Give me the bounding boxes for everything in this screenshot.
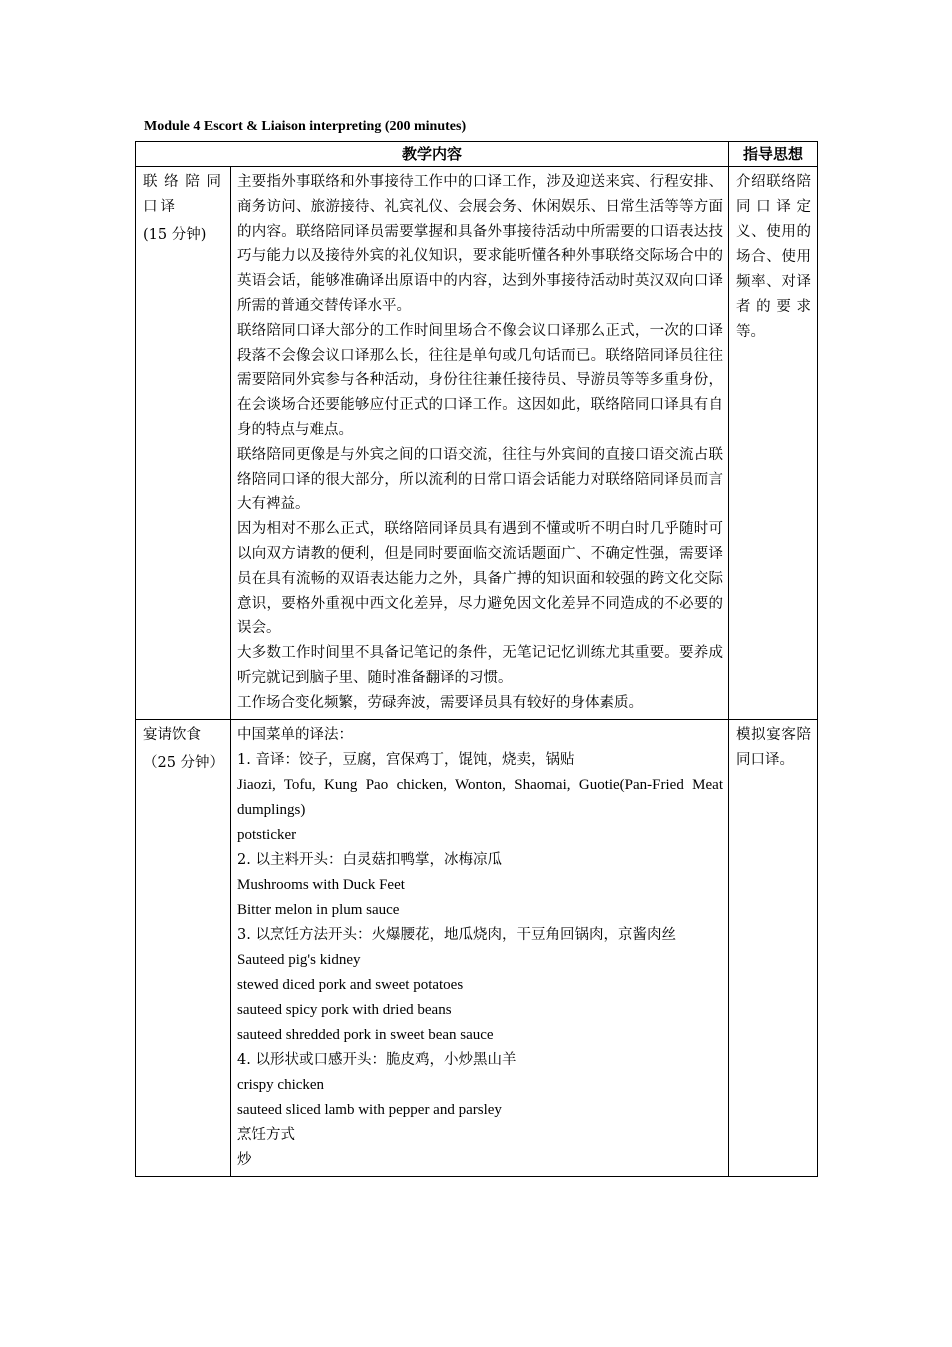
list-item: 炒 (237, 1151, 252, 1168)
paragraph: 因为相对不那么正式，联络陪同译员具有遇到不懂或听不明白时几乎随时可以向双方请教的便利，但是同时要面临交流话题面广、不确定性强，需要译员在具有流畅的双语表达能力之外，具备广搏的知识面和较强的跨文化交际意识，要格外重视中西文化差异，尽力避免因文化差异不同造成的不必要的误会。 (237, 521, 724, 637)
duration-label: （25 分钟） (143, 754, 225, 771)
list-item: sauteed spicy pork with dried beans (237, 1001, 452, 1018)
list-item: Bitter melon in plum sauce (237, 901, 400, 918)
topic-cell (136, 719, 231, 1176)
list-item: 4. 以形状或口感开头：脆皮鸡，小炒黑山羊 (237, 1051, 517, 1068)
list-item: 3. 以烹饪方法开头：火爆腰花，地瓜烧肉，干豆角回锅肉，京酱肉丝 (237, 926, 676, 943)
list-item: stewed diced pork and sweet potatoes (237, 976, 464, 993)
paragraph: 联络陪同更像是与外宾之间的口语交流，往往与外宾间的直接口语交流占联络陪同口译的很大部分，所以流利的日常口语会话能力对联络陪同译员而言大有裨益。 (237, 446, 724, 513)
guidance-cell (729, 167, 818, 720)
content-body (231, 720, 728, 1176)
list-item: 2. 以主料开头：白灵菇扣鸭掌，冰梅凉瓜 (237, 851, 502, 868)
paragraph: 大多数工作时间里不具备记笔记的条件，无笔记记忆训练尤其重要。要养成听完就记到脑子里、随时准备翻译的习惯。 (237, 645, 724, 686)
list-item: sauteed sliced lamb with pepper and parsley (237, 1101, 502, 1118)
header-guidance: 指导思想 (729, 142, 818, 167)
topic-label (136, 167, 230, 223)
paragraph: 主要指外事联络和外事接待工作中的口译工作，涉及迎送来宾、行程安排、商务访问、旅游接待、礼宾礼仪、会展会务、休闲娱乐、日常生活等等方面的内容。联络陪同译员需要掌握和具备外事接待活动中所需要的口语表达技巧与能力以及接待外宾的礼仪知识，要求能听懂各种外事联络交际场合中的英语会话，能够准确译出原语中的内容，达到外事接待活动时英汉双向口译所需的普通交替传译水平。 (237, 174, 724, 314)
table-header-row (136, 142, 818, 167)
guidance-text: 介绍联络陪同口译定义、使用的场合、使用频率、对译者的要求等。 (736, 174, 812, 340)
lesson-table (135, 141, 818, 1177)
list-item: sauteed shredded pork in sweet bean sauce (237, 1026, 494, 1043)
guidance-cell (729, 719, 818, 1176)
table-row (136, 719, 818, 1176)
list-item: Mushrooms with Duck Feet (237, 876, 405, 893)
content-cell (231, 167, 729, 720)
list-item: Sauteed pig's kidney (237, 951, 361, 968)
topic-cell (136, 167, 231, 720)
paragraph: 工作场合变化频繁，劳碌奔波，需要译员具有较好的身体素质。 (237, 694, 643, 711)
content-body (231, 167, 728, 719)
header-content: 教学内容 (136, 142, 729, 167)
duration-label: (15 分钟) (143, 227, 207, 243)
guidance-text: 模拟宴客陪同口译。 (736, 726, 812, 768)
list-item: Jiaozi, Tofu, Kung Pao chicken, Wonton, Shaomai, Guotie(Pan-Fried Meat dumplings) (237, 776, 724, 818)
list-item: 烹饪方式 (237, 1126, 295, 1143)
table-row (136, 167, 818, 720)
list-item: 中国菜单的译法： (237, 726, 353, 743)
content-cell (231, 719, 729, 1176)
topic-text: 联络陪同口译 (143, 174, 224, 215)
paragraph: 联络陪同口译大部分的工作时间里场合不像会议口译那么正式，一次的口译段落不会像会议口译那么长，往往是单句或几句话而已。联络陪同译员往往需要陪同外宾参与各种活动，身份往往兼任接待员、导游员等等多重身份，在会谈场合还要能够应付正式的口译工作。这因如此，联络陪同口译具有自身的特点与难点。 (237, 322, 724, 438)
topic-label: 宴请饮食 (143, 726, 201, 743)
list-item: crispy chicken (237, 1076, 325, 1093)
module-title: Module 4 Escort & Liaison interpreting (200 minutes) (144, 119, 467, 134)
list-item: 1. 音译：饺子，豆腐，宫保鸡丁，馄饨，烧卖，锅贴 (237, 751, 575, 768)
list-item: potsticker (237, 826, 297, 843)
